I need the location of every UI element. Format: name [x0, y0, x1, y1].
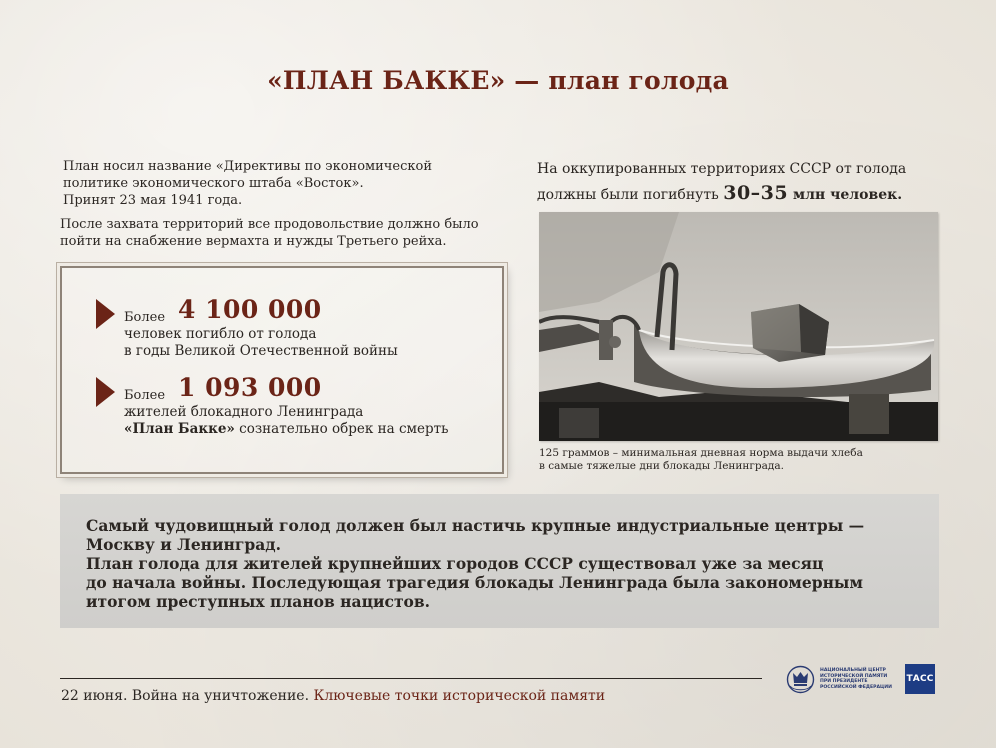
stat-desc-line: жителей блокадного Ленинграда	[124, 404, 364, 420]
intro-line: План носил название «Директивы по экономической	[63, 159, 432, 174]
intro-line: политике экономического штаба «Восток».	[63, 176, 364, 191]
supply-text	[60, 216, 520, 250]
national-center-logo	[785, 662, 895, 696]
right-line-2-pre: должны были погибнуть	[537, 187, 724, 203]
stat-number: 1 093 000	[178, 373, 322, 402]
stat-lead: Более	[124, 310, 166, 325]
logo-text-line: ПРИ ПРЕЗИДЕНТЕ	[820, 679, 868, 685]
bread-ration-photo	[539, 212, 938, 441]
conclusion-line: до начала войны. Последующая трагедия блокады Ленинграда была закономерным	[86, 573, 863, 592]
stat-description	[124, 404, 449, 438]
right-line-2	[537, 181, 957, 207]
supply-line: пойти на снабжение вермахта и нужды Третьего рейха.	[60, 234, 447, 249]
right-line-2-post: млн человек.	[788, 187, 903, 203]
conclusion-text	[86, 516, 906, 611]
occupied-territories-text	[537, 157, 957, 207]
footer-caption	[61, 688, 605, 704]
stat-description	[124, 326, 398, 360]
stat-number: 4 100 000	[178, 295, 322, 324]
stat-desc-rest: сознательно обрек на смерть	[234, 421, 449, 437]
conclusion-line: План голода для жителей крупнейших городов СССР существовал уже за месяц	[86, 554, 824, 573]
conclusion-block	[60, 494, 939, 628]
footer-main: 22 июня. Война на уничтожение.	[61, 688, 314, 704]
triangle-bullet-icon	[96, 299, 115, 329]
footer-divider	[60, 678, 762, 679]
page-title: «ПЛАН БАККЕ» — план голода	[267, 66, 729, 95]
stat-desc-line: в годы Великой Отечественной войны	[124, 343, 398, 359]
plan-name-bold: «План Бакке»	[124, 421, 235, 437]
death-estimate-number: 30–35	[723, 182, 789, 204]
emblem-icon	[785, 664, 816, 695]
logo-text-line: НАЦИОНАЛЬНЫЙ ЦЕНТР	[820, 668, 886, 673]
logo-text-line: РОССИЙСКОЙ ФЕДЕРАЦИИ	[820, 684, 892, 690]
tass-logo: ТАСС	[905, 664, 935, 694]
supply-line: После захвата территорий все продовольствие должно было	[60, 217, 479, 232]
photo-caption	[539, 447, 939, 473]
conclusion-line: итогом преступных планов нацистов.	[86, 592, 431, 611]
triangle-bullet-icon	[96, 377, 115, 407]
footer-accent: Ключевые точки исторической памяти	[313, 688, 606, 704]
intro-text	[63, 158, 503, 209]
logo-text	[820, 668, 892, 690]
stat-desc-line: человек погибло от голода	[124, 326, 317, 342]
conclusion-line: Москву и Ленинград.	[86, 535, 281, 554]
conclusion-line: Самый чудовищный голод должен был настичь крупные индустриальные центры —	[86, 516, 865, 535]
caption-line: 125 граммов – минимальная дневная норма выдачи хлеба	[539, 447, 863, 459]
stat-desc-line	[124, 421, 449, 438]
stats-box	[60, 266, 504, 474]
logo-text-line: ИСТОРИЧЕСКОЙ ПАМЯТИ	[820, 673, 888, 679]
bread-on-scale-image	[539, 212, 938, 441]
intro-line: Принят 23 мая 1941 года.	[63, 193, 243, 208]
caption-line: в самые тяжелые дни блокады Ленинграда.	[539, 460, 784, 472]
stat-lead: Более	[124, 388, 166, 403]
right-line-1: На оккупированных территориях СССР от голода	[537, 161, 907, 177]
